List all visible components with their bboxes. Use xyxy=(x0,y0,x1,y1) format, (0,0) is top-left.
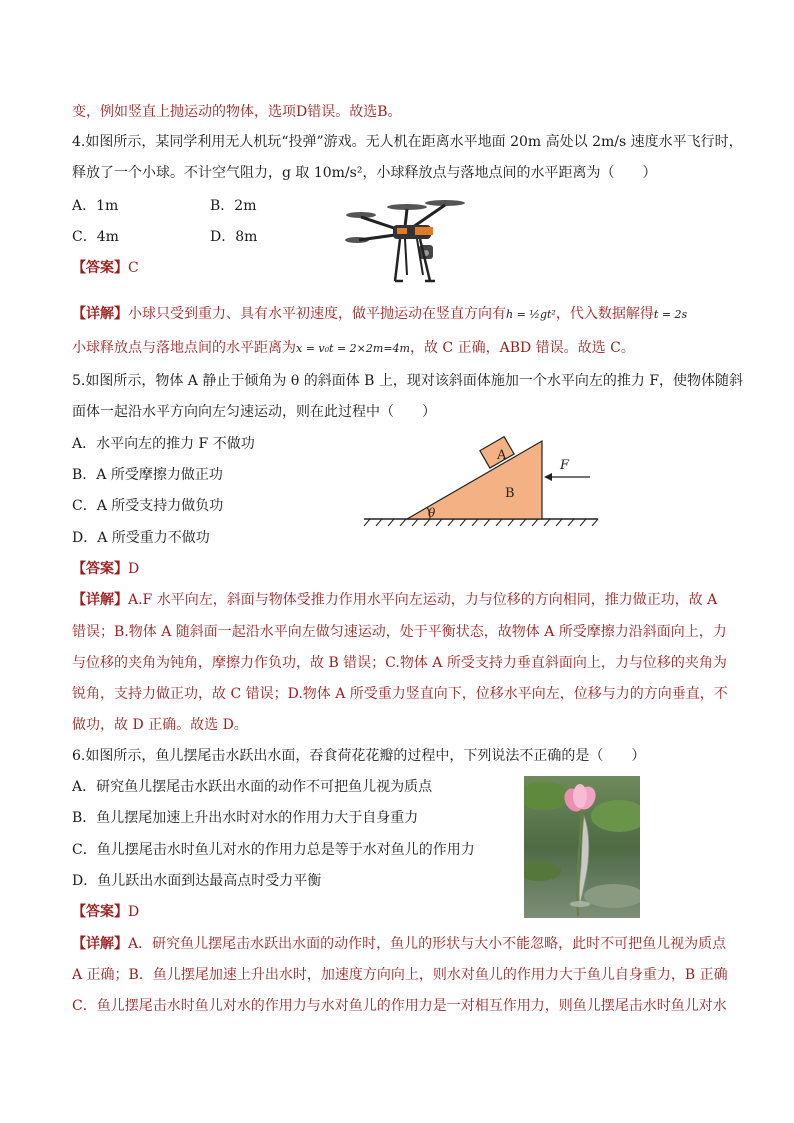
force-arrowhead xyxy=(544,473,552,481)
q5-option-a: A．水平向左的推力 F 不做功 xyxy=(72,436,255,452)
detail-tag: 【详解】 xyxy=(72,306,128,322)
previous-explanation-end: 变，例如竖直上抛运动的物体，选项D错误。故选B。 xyxy=(72,104,402,120)
q4-stem-line2: 释放了一个小球。不计空气阻力，g 取 10m/s²，小球释放点与落地点间的水平距离为（ ） xyxy=(72,165,657,181)
q5-option-d: D．A 所受重力不做功 xyxy=(72,530,210,546)
q5-option-b: B．A 所受摩擦力做正功 xyxy=(72,467,223,483)
q6-option-b: B．鱼儿摆尾加速上升出水时对水的作用力大于自身重力 xyxy=(72,810,419,826)
q4-stem-line1: 4.如图所示，某同学利用无人机玩“投弹”游戏。无人机在距离水平地面 20m 高处以 2m/s 速度水平飞行时， xyxy=(72,134,743,150)
answer-value: D xyxy=(128,561,140,577)
q6-answer xyxy=(72,902,139,922)
force-label: F xyxy=(560,458,570,473)
q5-detail-line1: 【详解】A.F 水平向左，斜面与物体受推力作用水平向左运动，力与位移的方向相同，推力做正功，故 A xyxy=(72,592,718,608)
detail-tag: 【详解】 xyxy=(72,936,128,952)
q6-option-d: D．鱼儿跃出水面到达最高点时受力平衡 xyxy=(72,873,322,889)
incline-figure xyxy=(362,435,602,527)
drone-figure xyxy=(345,195,470,285)
q4-option-a: A．1m xyxy=(72,198,119,214)
water-splash xyxy=(570,901,590,907)
q4-detail-line1: 【详解】小球只受到重力、具有水平初速度，做平抛运动在竖直方向有h = ½gt²，代入数据解得t = 2s xyxy=(72,306,688,322)
q5-detail-line4: 锐角，支持力做正功，故 C 错误；D.物体 A 所受重力竖直向下，位移水平向左，位移与力的方向垂直，不 xyxy=(72,686,728,702)
answer-value: D xyxy=(128,904,140,920)
q4-option-d: D．8m xyxy=(210,229,258,245)
answer-value: C xyxy=(128,260,139,276)
q5-answer xyxy=(72,559,139,579)
q6-stem-line1: 6.如图所示，鱼儿摆尾击水跃出水面，吞食荷花花瓣的过程中，下列说法不正确的是（ ） xyxy=(72,748,646,764)
q4-option-c: C．4m xyxy=(72,229,119,245)
answer-tag: 【答案】 xyxy=(72,260,128,276)
q4-detail-line2: 小球释放点与落地点间的水平距离为x = v₀t = 2×2m=4m，故 C 正确，ABD 错误。故选 C。 xyxy=(72,340,635,356)
q5-stem-line1: 5.如图所示，物体 A 静止于倾角为 θ 的斜面体 B 上，现对该斜面体施加一个水平向左的推力 F，使物体随斜 xyxy=(72,373,744,389)
q6-option-c: C．鱼儿摆尾击水时鱼儿对水的作用力总是等于水对鱼儿的作用力 xyxy=(72,842,475,858)
q4-answer xyxy=(72,258,139,278)
wedge-label: B xyxy=(505,486,515,501)
fish-lotus-photo xyxy=(524,776,640,918)
q5-option-c: C．A 所受支持力做负功 xyxy=(72,498,224,514)
q5-detail-line3: 与位移的夹角为钝角，摩擦力作负功，故 B 错误；C.物体 A 所受支持力垂直斜面向上，力与位移的夹角为 xyxy=(72,655,727,671)
q6-detail-line2: A 正确；B．鱼儿摆尾加速上升出水时，加速度方向向上，则水对鱼儿的作用力大于鱼儿自身重力，B 正确 xyxy=(72,967,728,983)
q5-stem-line2: 面体一起沿水平方向向左匀速运动，则在此过程中（ ） xyxy=(72,404,436,420)
answer-tag: 【答案】 xyxy=(72,904,128,920)
q6-detail-line1: 【详解】A．研究鱼儿摆尾击水跃出水面的动作时，鱼儿的形状与大小不能忽略，此时不可把鱼儿视为质点 xyxy=(72,936,727,952)
answer-tag: 【答案】 xyxy=(72,561,128,577)
formula-t: t = 2s xyxy=(653,308,688,321)
q5-detail-line5: 做功，故 D 正确。故选 D。 xyxy=(72,717,248,733)
block-label: A xyxy=(497,448,507,463)
formula-h: h = ½gt² xyxy=(506,308,556,321)
q6-detail-line3: C．鱼儿摆尾击水时鱼儿对水的作用力与水对鱼儿的作用力是一对相互作用力，则鱼儿摆尾击水时鱼儿对水 xyxy=(72,998,727,1014)
formula-x: x = v₀t = 2×2m=4m xyxy=(296,342,410,355)
detail-tag: 【详解】 xyxy=(72,592,128,608)
q6-option-a: A．研究鱼儿摆尾击水跃出水面的动作不可把鱼儿视为质点 xyxy=(72,779,433,795)
q5-detail-line2: 错误；B.物体 A 随斜面一起沿水平向左做匀速运动，处于平衡状态，故物体 A 所受摩擦力沿斜面向上，力 xyxy=(72,624,727,640)
q4-option-b: B．2m xyxy=(210,198,257,214)
ground-hatching xyxy=(364,519,598,526)
angle-label: θ xyxy=(428,506,436,520)
